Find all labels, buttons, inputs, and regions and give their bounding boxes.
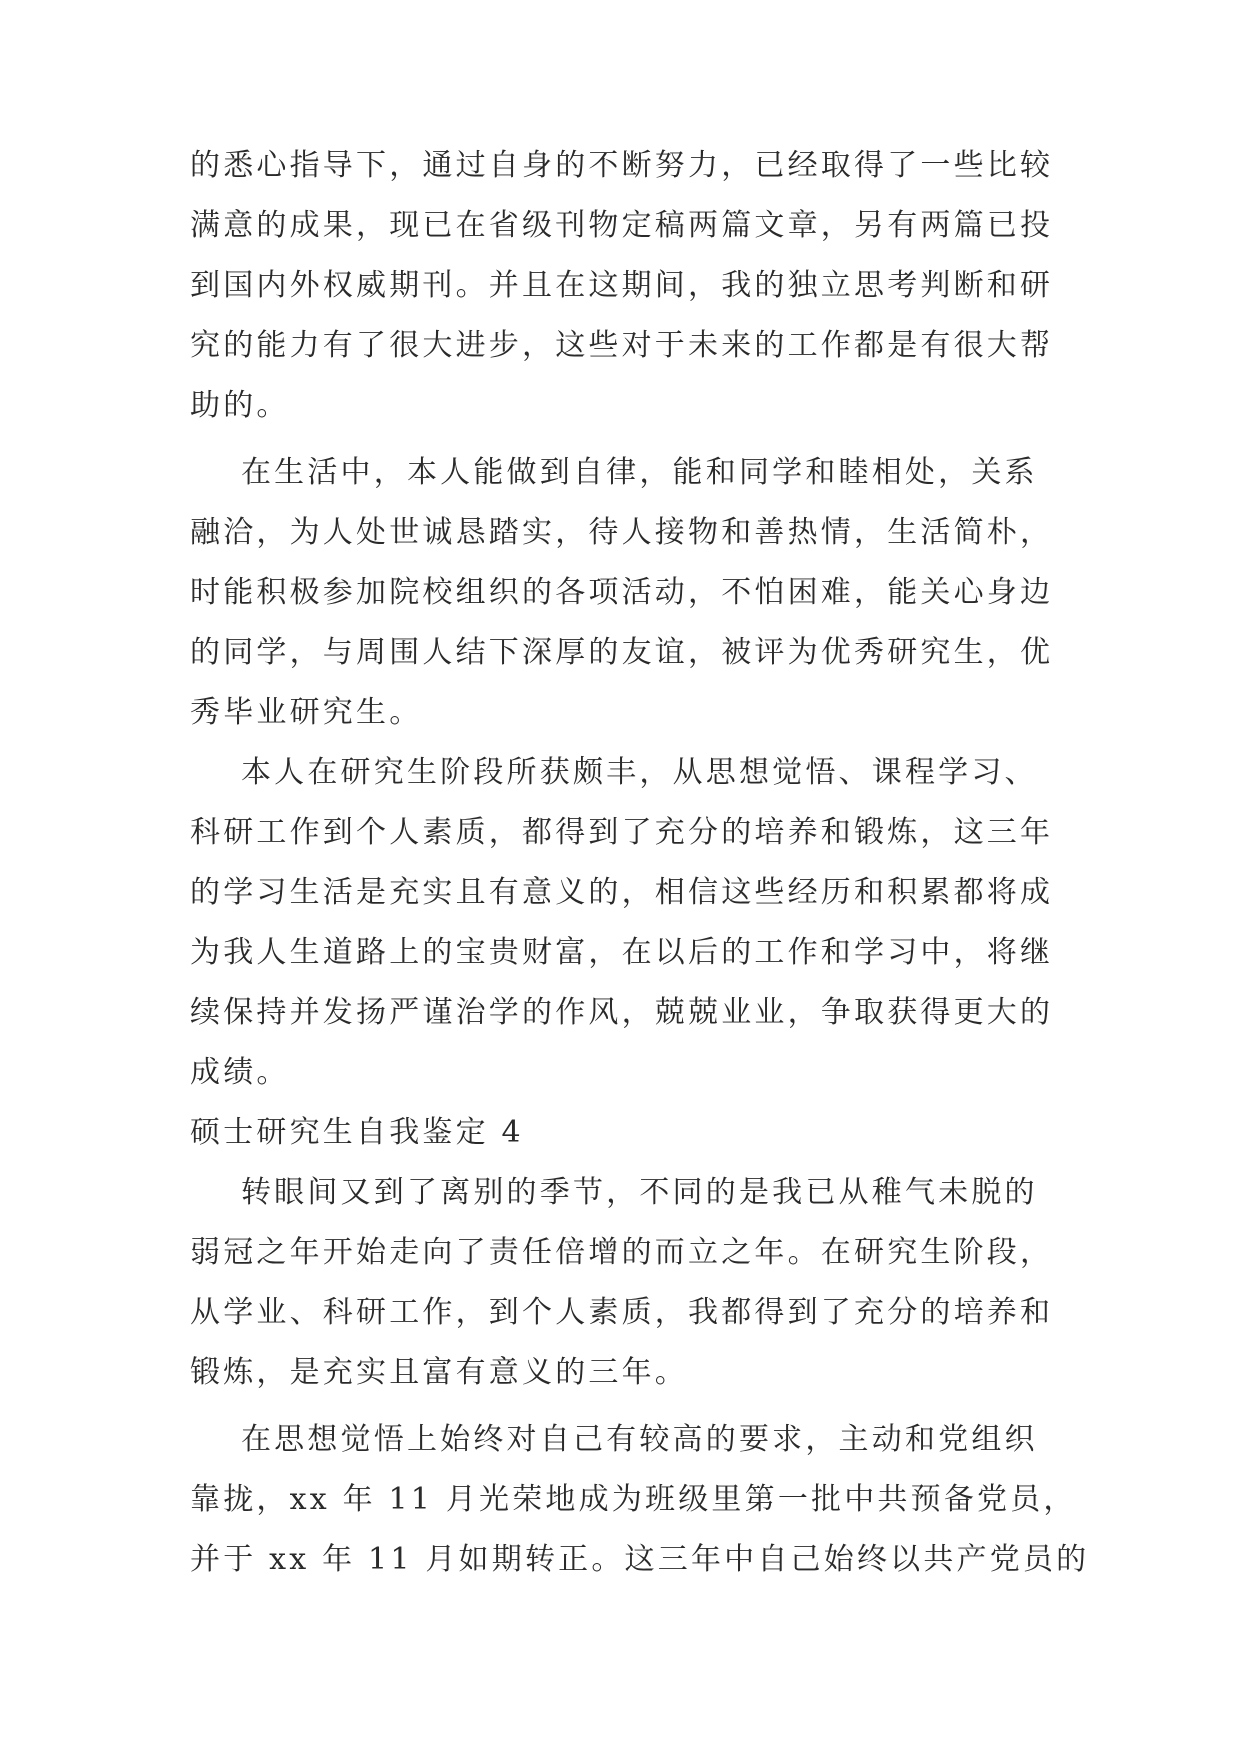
- text-line: 从学业、科研工作，到个人素质，我都得到了充分的培养和: [190, 1295, 1054, 1330]
- text-line: 到国内外权威期刊。并且在这期间，我的独立思考判断和研: [190, 268, 1054, 303]
- text-line: 时能积极参加院校组织的各项活动，不怕困难，能关心身边: [190, 575, 1054, 610]
- text-line: 并于 xx 年 11 月如期转正。这三年中自己始终以共产党员的: [190, 1542, 1090, 1577]
- text-line: 在生活中，本人能做到自律，能和同学和睦相处，关系: [190, 455, 1038, 490]
- text-line: 的学习生活是充实且有意义的，相信这些经历和积累都将成: [190, 875, 1054, 910]
- text-line: 满意的成果，现已在省级刊物定稿两篇文章，另有两篇已投: [190, 208, 1054, 243]
- text-line: 本人在研究生阶段所获颇丰，从思想觉悟、课程学习、: [190, 755, 1038, 790]
- text-line: 科研工作到个人素质，都得到了充分的培养和锻炼，这三年: [190, 815, 1054, 850]
- text-line: 融洽，为人处世诚恳踏实，待人接物和善热情，生活简朴，: [190, 515, 1054, 550]
- text-line: 靠拢，xx 年 11 月光荣地成为班级里第一批中共预备党员，: [190, 1482, 1077, 1517]
- text-line: 成绩。: [190, 1055, 290, 1090]
- text-line: 续保持并发扬严谨治学的作风，兢兢业业，争取获得更大的: [190, 995, 1054, 1030]
- text-line: 秀毕业研究生。: [190, 695, 423, 730]
- text-line: 转眼间又到了离别的季节，不同的是我已从稚气未脱的: [190, 1175, 1038, 1210]
- text-line: 助的。: [190, 388, 290, 423]
- text-line: 的悉心指导下，通过自身的不断努力，已经取得了一些比较: [190, 148, 1054, 183]
- text-line: 在思想觉悟上始终对自己有较高的要求，主动和党组织: [190, 1422, 1038, 1457]
- text-line: 锻炼，是充实且富有意义的三年。: [190, 1355, 688, 1390]
- text-line: 究的能力有了很大进步，这些对于未来的工作都是有很大帮: [190, 328, 1054, 363]
- text-line: 弱冠之年开始走向了责任倍增的而立之年。在研究生阶段，: [190, 1235, 1054, 1270]
- section-heading: 硕士研究生自我鉴定 4: [190, 1115, 524, 1150]
- text-line: 为我人生道路上的宝贵财富，在以后的工作和学习中，将继: [190, 935, 1054, 970]
- text-line: 的同学，与周围人结下深厚的友谊，被评为优秀研究生，优: [190, 635, 1054, 670]
